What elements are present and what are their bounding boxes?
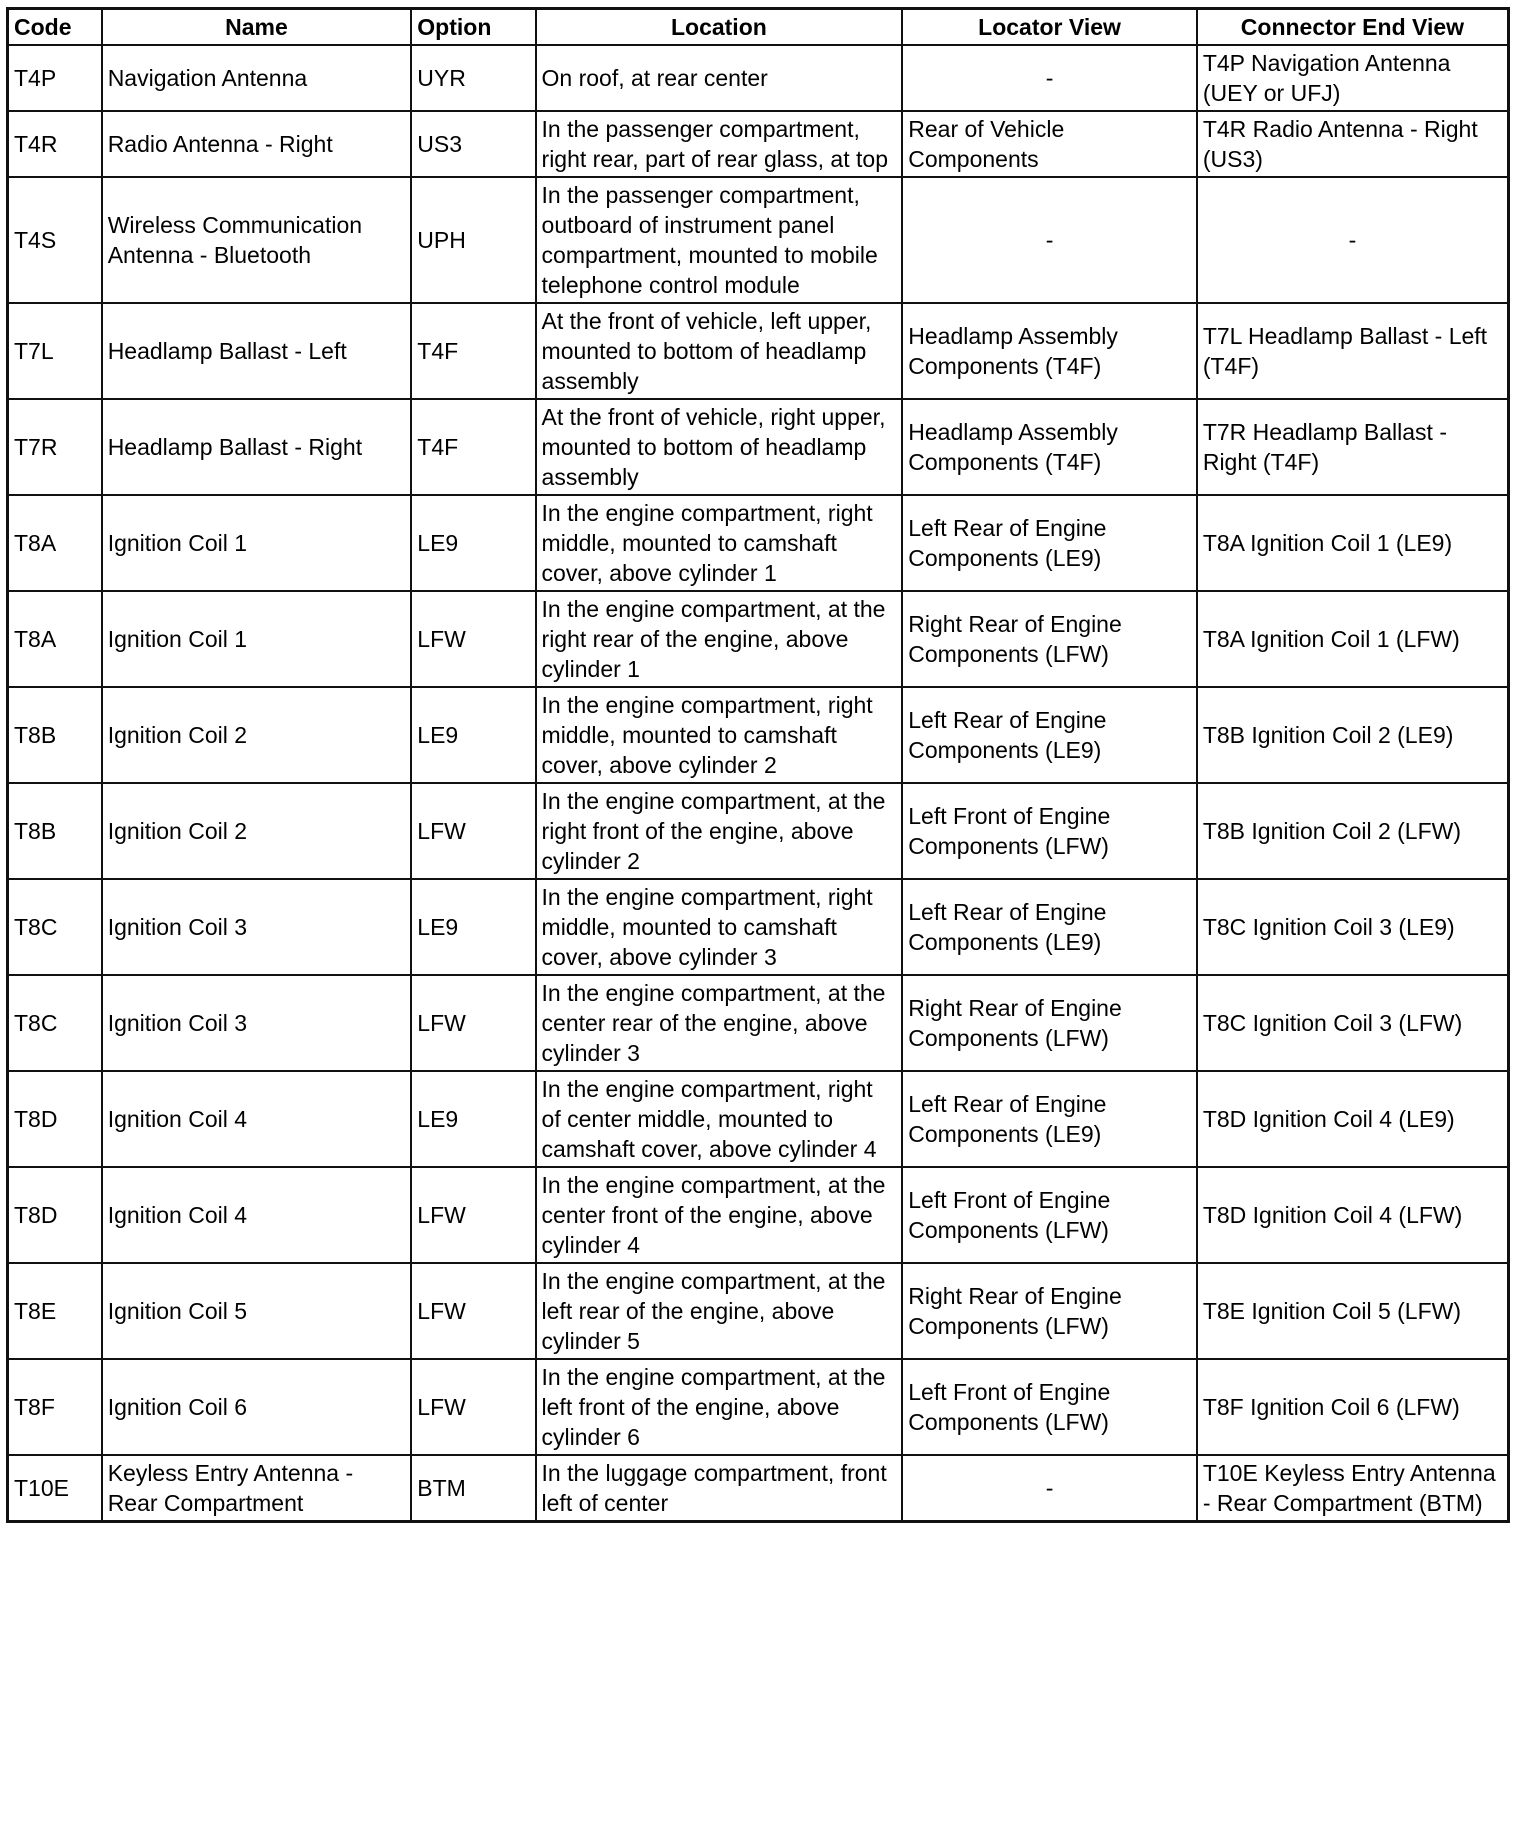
cell-connector-end-view: T10E Keyless Entry Antenna - Rear Compartment (BTM) (1197, 1455, 1509, 1522)
cell-name: Wireless Communication Antenna - Bluetooth (102, 177, 412, 303)
cell-name: Ignition Coil 5 (102, 1263, 412, 1359)
cell-name: Ignition Coil 4 (102, 1167, 412, 1263)
cell-connector-end-view: T4P Navigation Antenna (UEY or UFJ) (1197, 45, 1509, 111)
cell-name: Ignition Coil 1 (102, 495, 412, 591)
cell-location: In the engine compartment, at the right front of the engine, above cylinder 2 (536, 783, 903, 879)
cell-locator-view: Right Rear of Engine Components (LFW) (902, 975, 1197, 1071)
header-connector-end-view: Connector End View (1197, 9, 1509, 46)
cell-location: At the front of vehicle, left upper, mounted to bottom of headlamp assembly (536, 303, 903, 399)
cell-option: T4F (411, 303, 535, 399)
cell-connector-end-view: T8A Ignition Coil 1 (LE9) (1197, 495, 1509, 591)
cell-connector-end-view: T4R Radio Antenna - Right (US3) (1197, 111, 1509, 177)
table-row (8, 45, 1509, 111)
cell-name: Ignition Coil 2 (102, 687, 412, 783)
cell-location: In the engine compartment, at the left front of the engine, above cylinder 6 (536, 1359, 903, 1455)
table-row (8, 591, 1509, 687)
cell-location: In the engine compartment, at the center rear of the engine, above cylinder 3 (536, 975, 903, 1071)
table-row (8, 687, 1509, 783)
cell-locator-view: - (902, 1455, 1197, 1522)
cell-location: In the passenger compartment, outboard of instrument panel compartment, mounted to mobile telephone control module (536, 177, 903, 303)
cell-code: T4S (8, 177, 102, 303)
cell-locator-view: Left Front of Engine Components (LFW) (902, 1359, 1197, 1455)
cell-locator-view: Left Rear of Engine Components (LE9) (902, 1071, 1197, 1167)
cell-connector-end-view: T8D Ignition Coil 4 (LE9) (1197, 1071, 1509, 1167)
cell-option: LFW (411, 591, 535, 687)
cell-option: LFW (411, 1263, 535, 1359)
cell-name: Headlamp Ballast - Left (102, 303, 412, 399)
table-row (8, 495, 1509, 591)
cell-name: Ignition Coil 2 (102, 783, 412, 879)
cell-code: T8D (8, 1167, 102, 1263)
cell-connector-end-view: T7R Headlamp Ballast - Right (T4F) (1197, 399, 1509, 495)
table-header-row (8, 9, 1509, 46)
header-location: Location (536, 9, 903, 46)
table-row (8, 1359, 1509, 1455)
component-locator-table-container (6, 7, 1510, 1523)
cell-code: T8F (8, 1359, 102, 1455)
cell-location: In the engine compartment, at the right rear of the engine, above cylinder 1 (536, 591, 903, 687)
cell-code: T10E (8, 1455, 102, 1522)
table-row (8, 975, 1509, 1071)
cell-locator-view: Rear of Vehicle Components (902, 111, 1197, 177)
cell-option: T4F (411, 399, 535, 495)
table-row (8, 783, 1509, 879)
cell-location: In the engine compartment, right of center middle, mounted to camshaft cover, above cylinder 4 (536, 1071, 903, 1167)
cell-locator-view: - (902, 45, 1197, 111)
cell-name: Ignition Coil 1 (102, 591, 412, 687)
cell-locator-view: Left Rear of Engine Components (LE9) (902, 495, 1197, 591)
cell-name: Headlamp Ballast - Right (102, 399, 412, 495)
cell-code: T4R (8, 111, 102, 177)
cell-code: T8A (8, 495, 102, 591)
cell-option: LE9 (411, 495, 535, 591)
cell-connector-end-view: T8D Ignition Coil 4 (LFW) (1197, 1167, 1509, 1263)
cell-option: UPH (411, 177, 535, 303)
cell-option: LFW (411, 1359, 535, 1455)
table-body (8, 45, 1509, 1522)
table-row (8, 1455, 1509, 1522)
cell-code: T8E (8, 1263, 102, 1359)
cell-connector-end-view: T8C Ignition Coil 3 (LE9) (1197, 879, 1509, 975)
header-option: Option (411, 9, 535, 46)
cell-name: Ignition Coil 3 (102, 879, 412, 975)
cell-option: LE9 (411, 687, 535, 783)
cell-name: Keyless Entry Antenna - Rear Compartment (102, 1455, 412, 1522)
cell-code: T8D (8, 1071, 102, 1167)
component-locator-table (6, 7, 1510, 1523)
table-row (8, 879, 1509, 975)
cell-option: BTM (411, 1455, 535, 1522)
cell-code: T7R (8, 399, 102, 495)
cell-name: Ignition Coil 6 (102, 1359, 412, 1455)
cell-locator-view: Left Rear of Engine Components (LE9) (902, 879, 1197, 975)
table-row (8, 177, 1509, 303)
cell-locator-view: Headlamp Assembly Components (T4F) (902, 303, 1197, 399)
cell-name: Radio Antenna - Right (102, 111, 412, 177)
cell-locator-view: Right Rear of Engine Components (LFW) (902, 591, 1197, 687)
cell-location: In the engine compartment, right middle, mounted to camshaft cover, above cylinder 2 (536, 687, 903, 783)
header-code: Code (8, 9, 102, 46)
cell-option: UYR (411, 45, 535, 111)
cell-connector-end-view: T7L Headlamp Ballast - Left (T4F) (1197, 303, 1509, 399)
cell-connector-end-view: T8F Ignition Coil 6 (LFW) (1197, 1359, 1509, 1455)
header-name: Name (102, 9, 412, 46)
cell-location: In the engine compartment, right middle, mounted to camshaft cover, above cylinder 1 (536, 495, 903, 591)
cell-connector-end-view: T8B Ignition Coil 2 (LFW) (1197, 783, 1509, 879)
table-row (8, 1071, 1509, 1167)
cell-connector-end-view: T8A Ignition Coil 1 (LFW) (1197, 591, 1509, 687)
cell-option: LFW (411, 783, 535, 879)
table-row (8, 111, 1509, 177)
cell-connector-end-view: T8E Ignition Coil 5 (LFW) (1197, 1263, 1509, 1359)
cell-option: LE9 (411, 1071, 535, 1167)
cell-option: US3 (411, 111, 535, 177)
cell-location: In the luggage compartment, front left of center (536, 1455, 903, 1522)
cell-option: LFW (411, 975, 535, 1071)
cell-name: Ignition Coil 4 (102, 1071, 412, 1167)
cell-code: T8A (8, 591, 102, 687)
cell-connector-end-view: - (1197, 177, 1509, 303)
header-locator-view: Locator View (902, 9, 1197, 46)
cell-code: T4P (8, 45, 102, 111)
cell-location: At the front of vehicle, right upper, mounted to bottom of headlamp assembly (536, 399, 903, 495)
cell-location: In the passenger compartment, right rear, part of rear glass, at top (536, 111, 903, 177)
cell-locator-view: Right Rear of Engine Components (LFW) (902, 1263, 1197, 1359)
table-row (8, 1263, 1509, 1359)
cell-code: T8B (8, 783, 102, 879)
cell-location: In the engine compartment, at the left rear of the engine, above cylinder 5 (536, 1263, 903, 1359)
table-row (8, 399, 1509, 495)
cell-option: LE9 (411, 879, 535, 975)
cell-location: In the engine compartment, at the center front of the engine, above cylinder 4 (536, 1167, 903, 1263)
cell-code: T7L (8, 303, 102, 399)
cell-option: LFW (411, 1167, 535, 1263)
cell-locator-view: - (902, 177, 1197, 303)
cell-code: T8C (8, 975, 102, 1071)
cell-location: On roof, at rear center (536, 45, 903, 111)
cell-connector-end-view: T8C Ignition Coil 3 (LFW) (1197, 975, 1509, 1071)
cell-code: T8C (8, 879, 102, 975)
cell-name: Ignition Coil 3 (102, 975, 412, 1071)
cell-locator-view: Left Front of Engine Components (LFW) (902, 783, 1197, 879)
cell-locator-view: Left Rear of Engine Components (LE9) (902, 687, 1197, 783)
table-row (8, 1167, 1509, 1263)
table-row (8, 303, 1509, 399)
cell-code: T8B (8, 687, 102, 783)
cell-location: In the engine compartment, right middle, mounted to camshaft cover, above cylinder 3 (536, 879, 903, 975)
cell-name: Navigation Antenna (102, 45, 412, 111)
cell-locator-view: Headlamp Assembly Components (T4F) (902, 399, 1197, 495)
cell-locator-view: Left Front of Engine Components (LFW) (902, 1167, 1197, 1263)
cell-connector-end-view: T8B Ignition Coil 2 (LE9) (1197, 687, 1509, 783)
